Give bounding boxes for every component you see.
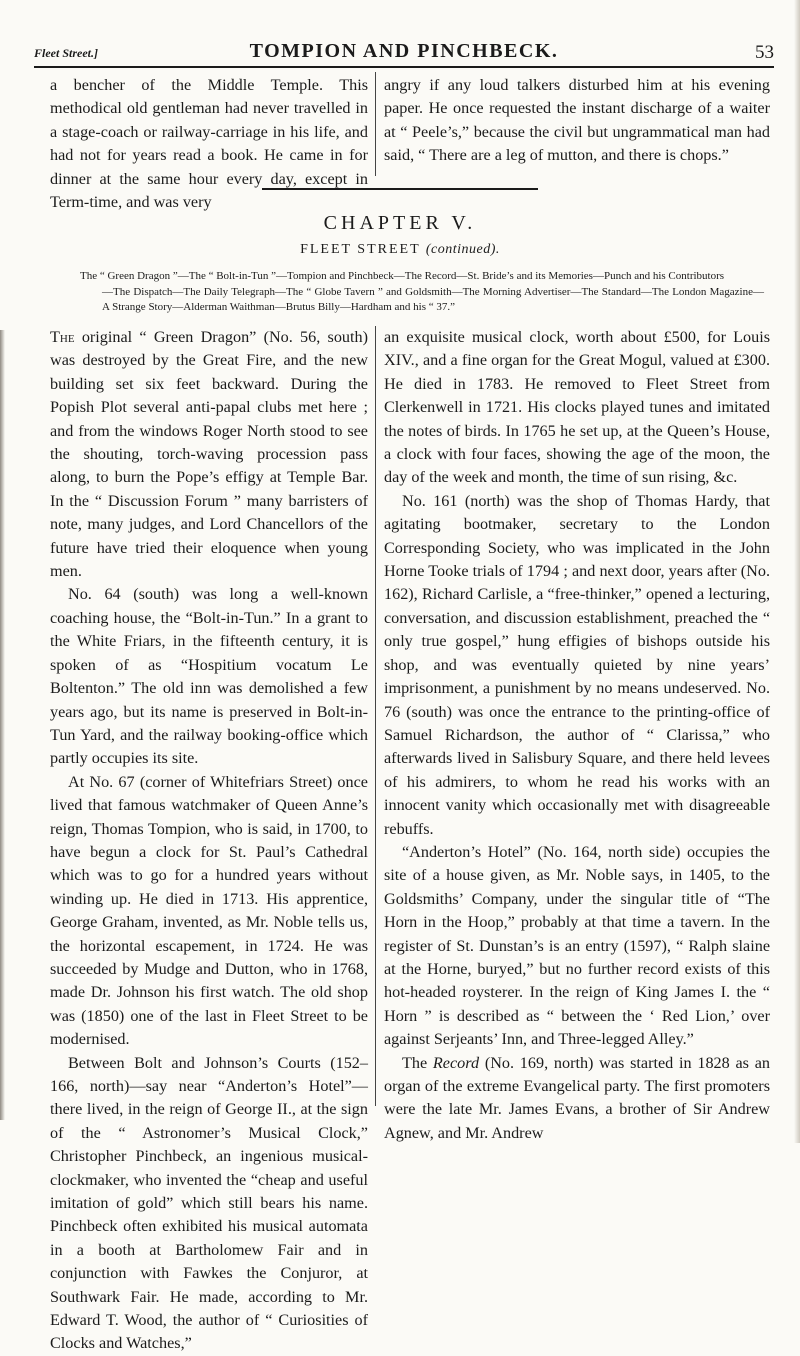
paragraph: an exquisite musical clock, worth about £500, for Louis XIV., and a fine organ for the Great Mogul, valued at £300. He died in 1783. He removed to Fleet Street from Clerkenwell in 1721. His clocks played tunes and imitated the notes of birds. In 1765 he set up, at the Queen’s House, a clock with four faces, showing the age of the moon, the day of the week and month, the time of sun rising, &c. (384, 328, 770, 487)
top-right-text: angry if any loud talkers disturbed him at his evening paper. He once requested the instant discharge of a waiter at “ Peele’s,” because the civil but ungrammatical man had said, “ There are a leg of mutton, and there is chops.” (384, 76, 770, 165)
top-left-column (50, 74, 368, 214)
paragraph-text: original “ Green Dragon” (No. 56, south) was destroyed by the Great Fire, and the new building set six feet backward. During the Popish Plot several anti-papal clubs met here ; and from the windows Roger North stood to see the shouting, torch-waving procession pass along, to burn the Pope’s effigy at Temple Bar. In the “ Discussion Forum ” many barristers of note, many judges, and Lord Chancellors of the future have tried their eloquence when young men. (50, 328, 369, 581)
running-head-section: Fleet Street.] (34, 46, 98, 60)
chapter-subtitle (0, 242, 800, 258)
paragraph: Between Bolt and Johnson’s Courts (152–166, north)—say near “Anderton’s Hotel”—there lived, in the reign of George II., at the sign of the “ Astronomer’s Musical Clock,” Christopher Pinchbeck, an ingenious musical-clockmaker, who invented the “cheap and useful imitation of gold” which still bears his name. Pinchbeck often exhibited his musical automata in a booth at Bartholomew Fair and in conjunction with Fawkes the Conjuror, at Southwark Fair. He made, according to Mr. Edward T. Wood, the author of “ Curiosities of Clocks and Watches,” (50, 1053, 368, 1353)
synopsis-line-2: —The Dispatch—The Daily Telegraph—The “ Globe Tavern ” and Goldsmith—The Morning Advertiser—The Standard—The London Magazine—A Strange Story—Alderman Waithman—Brutus Billy—Hardham and his “ 37.” (102, 285, 764, 313)
paragraph: No. 64 (south) was long a well-known coaching house, the “Bolt-in-Tun.” In a grant to the White Friars, in the fifteenth century, it is spoken of as “Hospitium vocatum Le Boltenton.” The old inn was demolished a few years ago, but its name is preserved in Bolt-in-Tun Yard, and the railway booking-office which partly occupies its site. (50, 585, 368, 768)
lead-words: The (50, 328, 75, 346)
paragraph-italic: Record (432, 1053, 480, 1072)
page-number: 53 (755, 42, 774, 63)
paragraph-text: (No. 169, north) was started in 1828 as an organ of the extreme Evangelical party. The first promoters were the late Mr. James Evans, a brother of Sir Andrew Agnew, and Mr. Andrew (384, 1053, 770, 1142)
section-rule (262, 188, 538, 190)
paragraph: “Anderton’s Hotel” (No. 164, north side) occupies the site of a house given, as Mr. Noble says, in 1405, to the Goldsmiths’ Company, under the singular title of “The Horn in the Hoop,” probably at that time a tavern. In the register of St. Dunstan’s is an entry (1597), “ Ralph slaine at the Horne, buryed,” but no further record exists of this hot-headed roysterer. In the reign of King James I. the “ Horn ” is described as “ between the ‘ Red Lion,’ over against Serjeants’ Inn, and Three-legged Alley.” (384, 842, 770, 1049)
chapter-subtitle-text: FLEET STREET (300, 242, 421, 257)
running-head (34, 40, 774, 66)
main-left-column (50, 326, 368, 1356)
running-head-title: TOMPION AND PINCHBECK. (249, 40, 559, 62)
top-left-text: a bencher of the Middle Temple. This methodical old gentleman had never travelled in a stage-coach or railway-carriage in his life, and had not for years read a book. He came in for dinner at the same hour every day, except in Term-time, and was very (50, 76, 368, 212)
main-column-divider (375, 326, 376, 1106)
header-rule (34, 66, 774, 68)
chapter-title: CHAPTER V. (323, 212, 477, 234)
top-right-column (384, 74, 770, 168)
main-right-column (384, 326, 770, 1145)
chapter-synopsis (80, 269, 764, 316)
binding-shadow (0, 330, 5, 1120)
chapter-subtitle-note: (continued). (425, 242, 500, 257)
paragraph (384, 1052, 770, 1146)
page-edge-shadow (794, 0, 800, 1143)
paragraph: No. 161 (north) was the shop of Thomas Hardy, that agitating bootmaker, secretary to the London Corresponding Society, who was implicated in the John Horne Tooke trials of 1794 ; and next door, years after (No. 162), Richard Carlisle, a “free-thinker,” opened a lecturing, conversation, and discussion establishment, preached the “ only true gospel,” hung effigies of bishops outside his shop, and was eventually quieted by nine years’ imprisonment, a punishment by no means undeserved. No. 76 (south) was once the entrance to the printing-office of Samuel Richardson, the author of “ Clarissa,” who afterwards lived in Salisbury Square, and there held levees of his admirers, to whom he read his works with an innocent vanity which occasionally met with disagreeable rebuffs. (384, 491, 770, 838)
top-column-divider (375, 72, 376, 176)
paragraph (50, 326, 368, 583)
synopsis-line-1: The “ Green Dragon ”—The “ Bolt-in-Tun ”—Tompion and Pinchbeck—The Record—St. Bride’s and its Memories—Punch and his Contributors (80, 270, 725, 282)
paragraph: At No. 67 (corner of Whitefriars Street) once lived that famous watchmaker of Queen Anne’s reign, Thomas Tompion, who is said, in 1700, to have begun a clock for St. Paul’s Cathedral which was to go for a hundred years without winding up. He died in 1713. His apprentice, George Graham, invented, as Mr. Noble tells us, the horizontal escapement, in 1724. He was succeeded by Mudge and Dutton, who in 1768, made Dr. Johnson his first watch. The old shop was (1850) one of the last in Fleet Street to be modernised. (50, 772, 368, 1049)
paragraph-lead: The (402, 1053, 428, 1072)
